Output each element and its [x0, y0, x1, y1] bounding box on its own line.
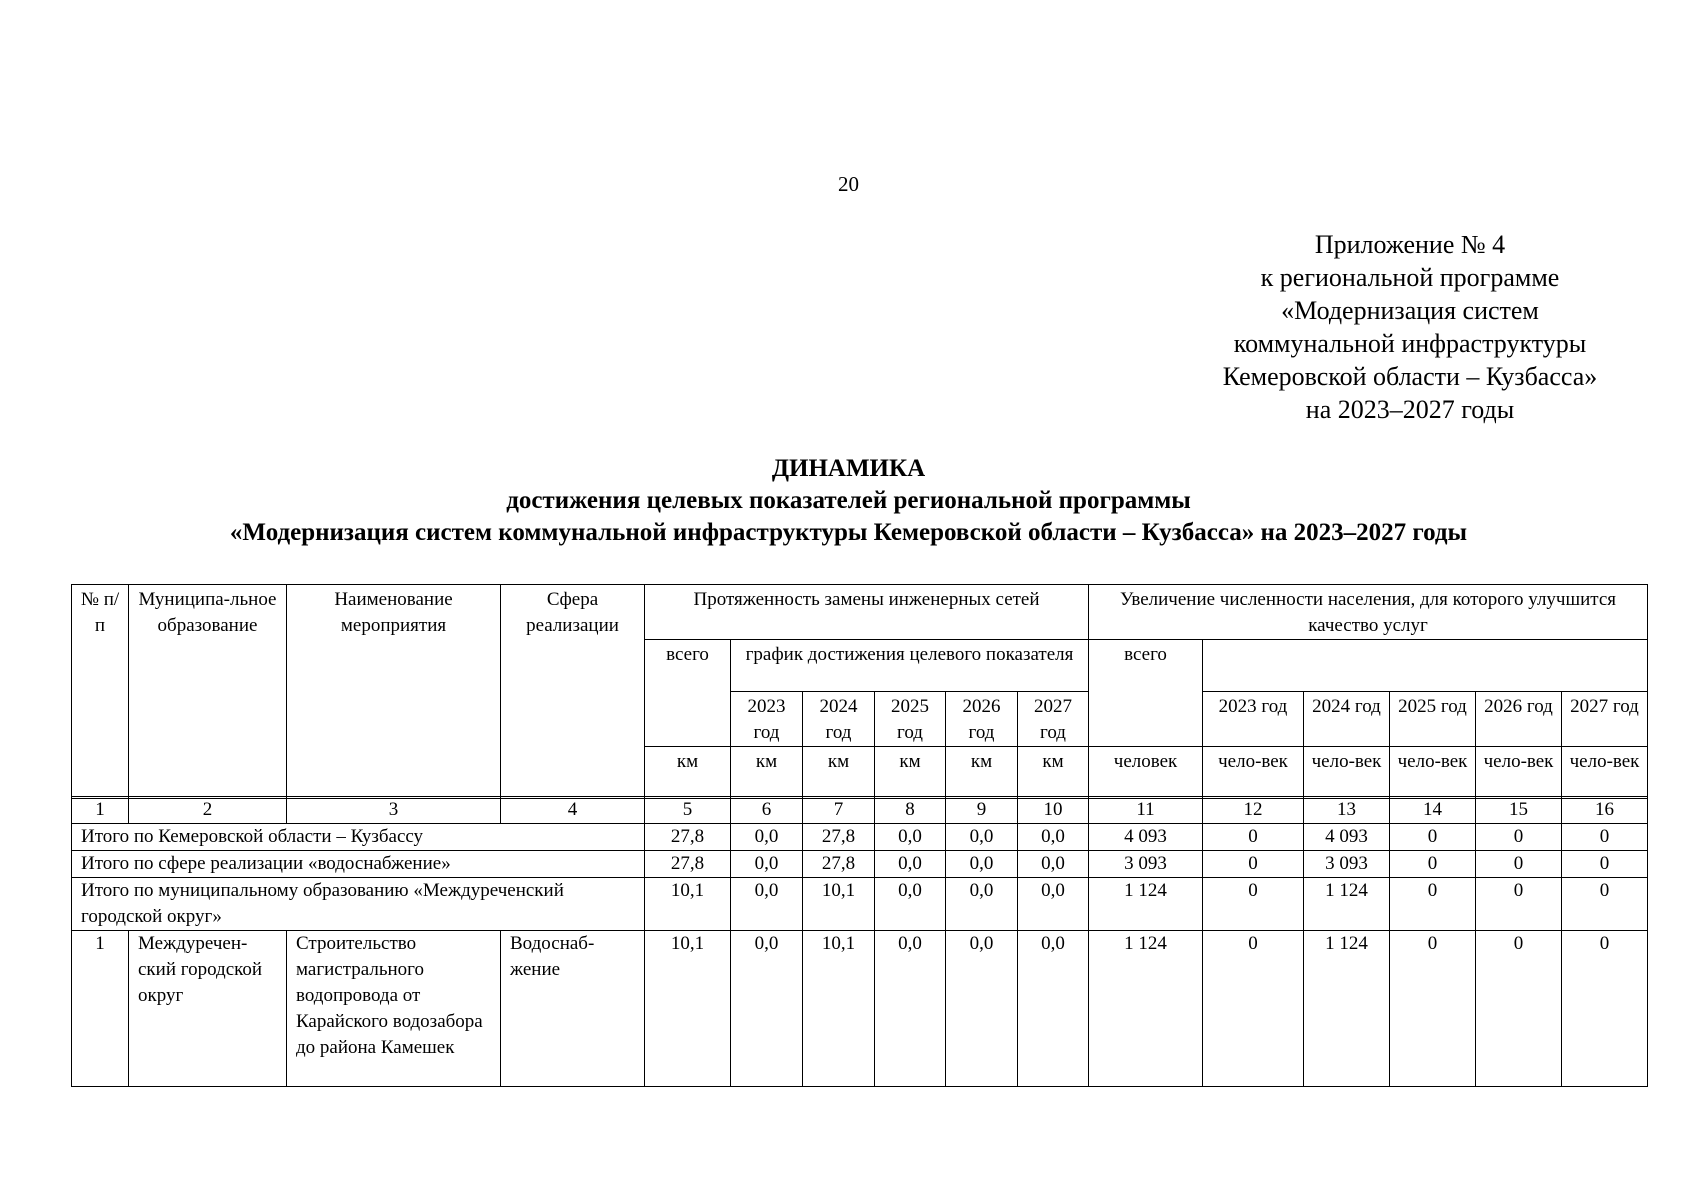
- row-label: Итого по муниципальному образованию «Междуреченский городской округ»: [72, 878, 645, 931]
- cell: 27,8: [645, 851, 731, 878]
- column-number: 7: [803, 797, 875, 824]
- cell: 3 093: [1304, 851, 1390, 878]
- appendix-line: коммунальной инфраструктуры: [1233, 329, 1587, 358]
- title-heading: ДИНАМИКА: [771, 455, 926, 482]
- cell: 0: [1476, 878, 1562, 931]
- header-year-length: 2027 год: [1018, 692, 1089, 747]
- header-length-total: всего: [645, 640, 731, 747]
- column-number: 13: [1304, 797, 1390, 824]
- unit-people-short: чело-век: [1203, 747, 1304, 799]
- cell: 0: [1203, 851, 1304, 878]
- cell: 3 093: [1089, 851, 1203, 878]
- table-row-item: [72, 931, 1648, 1087]
- unit-people-short: чело-век: [1390, 747, 1476, 799]
- cell: 1 124: [1089, 931, 1203, 1087]
- cell: 1 124: [1304, 931, 1390, 1087]
- unit-people-short: чело-век: [1304, 747, 1390, 799]
- cell: 27,8: [645, 824, 731, 851]
- cell: 27,8: [803, 824, 875, 851]
- unit-people-short: чело-век: [1476, 747, 1562, 799]
- header-year-population: 2024 год: [1304, 692, 1390, 747]
- cell: 0,0: [1018, 851, 1089, 878]
- cell: 0,0: [731, 931, 803, 1087]
- table-row: [72, 878, 1648, 931]
- header-population-group: Увеличение численности населения, для которого улучшится качество услуг: [1089, 585, 1648, 640]
- document-title: [0, 453, 1697, 549]
- title-subheading: достижения целевых показателей региональной программы: [506, 487, 1191, 514]
- cell: 0,0: [731, 878, 803, 931]
- header-sphere: Сфера реализации: [501, 585, 645, 799]
- cell: 0,0: [946, 851, 1018, 878]
- appendix-block: [1170, 228, 1650, 426]
- column-numbers-row: [72, 797, 1648, 824]
- unit-km: км: [1018, 747, 1089, 799]
- cell: 0: [1562, 851, 1648, 878]
- unit-km: км: [946, 747, 1018, 799]
- cell: 0: [1476, 931, 1562, 1087]
- column-number: 8: [875, 797, 946, 824]
- cell: 0,0: [731, 851, 803, 878]
- header-year-length: 2024 год: [803, 692, 875, 747]
- header-year-population: 2027 год: [1562, 692, 1648, 747]
- header-event: Наименование мероприятия: [287, 585, 501, 799]
- table-header: [71, 584, 1648, 799]
- cell: 0: [1562, 878, 1648, 931]
- cell: 0,0: [875, 878, 946, 931]
- header-population-schedule-empty: [1203, 640, 1648, 692]
- table-row: [72, 851, 1648, 878]
- cell: 0: [1390, 851, 1476, 878]
- header-year-population: 2025 год: [1390, 692, 1476, 747]
- cell: 4 093: [1304, 824, 1390, 851]
- column-number: 14: [1390, 797, 1476, 824]
- column-number: 11: [1089, 797, 1203, 824]
- cell: 0,0: [731, 824, 803, 851]
- appendix-line: Кемеровской области – Кузбасса»: [1222, 362, 1598, 391]
- cell: 0: [1476, 824, 1562, 851]
- cell: 0: [1476, 851, 1562, 878]
- appendix-line: Приложение № 4: [1314, 230, 1506, 259]
- cell: 0: [1203, 878, 1304, 931]
- title-program: «Модернизация систем коммунальной инфраструктуры Кемеровской области – Кузбасса» на 2023–2027 годы: [229, 519, 1468, 546]
- header-year-population: 2026 год: [1476, 692, 1562, 747]
- cell: 0: [1203, 824, 1304, 851]
- unit-km: км: [803, 747, 875, 799]
- unit-people: человек: [1089, 747, 1203, 799]
- cell: 0: [1390, 824, 1476, 851]
- column-number: 16: [1562, 797, 1648, 824]
- cell: 1 124: [1304, 878, 1390, 931]
- cell: 0: [1203, 931, 1304, 1087]
- column-number: 12: [1203, 797, 1304, 824]
- cell: 10,1: [803, 931, 875, 1087]
- header-year-length: 2026 год: [946, 692, 1018, 747]
- table-body: [71, 796, 1648, 1087]
- column-number: 5: [645, 797, 731, 824]
- column-number: 9: [946, 797, 1018, 824]
- header-population-total: всего: [1089, 640, 1203, 747]
- cell: 0,0: [1018, 878, 1089, 931]
- cell: 10,1: [645, 878, 731, 931]
- row-label: Итого по Кемеровской области – Кузбассу: [72, 824, 645, 851]
- cell: 4 093: [1089, 824, 1203, 851]
- header-num: № п/п: [72, 585, 129, 799]
- appendix-line: «Модернизация систем: [1281, 296, 1539, 325]
- unit-people-short: чело-век: [1562, 747, 1648, 799]
- item-sphere: Водоснаб-жение: [501, 931, 645, 1087]
- column-number: 2: [129, 797, 287, 824]
- header-year-length: 2023 год: [731, 692, 803, 747]
- cell: 0,0: [946, 878, 1018, 931]
- cell: 0: [1390, 878, 1476, 931]
- cell: 0: [1562, 931, 1648, 1087]
- cell: 0,0: [946, 931, 1018, 1087]
- cell: 0,0: [875, 851, 946, 878]
- cell: 0,0: [1018, 824, 1089, 851]
- header-schedule: график достижения целевого показателя: [731, 640, 1089, 692]
- header-year-population: 2023 год: [1203, 692, 1304, 747]
- column-number: 10: [1018, 797, 1089, 824]
- column-number: 6: [731, 797, 803, 824]
- column-number: 4: [501, 797, 645, 824]
- header-municipality: Муниципа-льное образование: [129, 585, 287, 799]
- unit-km: км: [645, 747, 731, 799]
- cell: 10,1: [803, 878, 875, 931]
- row-label: Итого по сфере реализации «водоснабжение»: [72, 851, 645, 878]
- cell: 0,0: [875, 931, 946, 1087]
- cell: 10,1: [645, 931, 731, 1087]
- cell: 1 124: [1089, 878, 1203, 931]
- cell: 0,0: [875, 824, 946, 851]
- item-num: 1: [72, 931, 129, 1087]
- cell: 0,0: [1018, 931, 1089, 1087]
- item-event: Строительство магистрального водопровода от Карайского водозабора до района Камешек: [287, 931, 501, 1087]
- unit-km: км: [875, 747, 946, 799]
- cell: 0: [1562, 824, 1648, 851]
- cell: 0: [1390, 931, 1476, 1087]
- cell: 27,8: [803, 851, 875, 878]
- column-number: 3: [287, 797, 501, 824]
- page-number: 20: [838, 172, 859, 196]
- column-number: 1: [72, 797, 129, 824]
- appendix-line: на 2023–2027 годы: [1305, 395, 1515, 424]
- header-year-length: 2025 год: [875, 692, 946, 747]
- unit-km: км: [731, 747, 803, 799]
- cell: 0,0: [946, 824, 1018, 851]
- item-municipality: Междуречен-ский городской округ: [129, 931, 287, 1087]
- column-number: 15: [1476, 797, 1562, 824]
- header-length-group: Протяженность замены инженерных сетей: [645, 585, 1089, 640]
- appendix-line: к региональной программе: [1260, 263, 1560, 292]
- table-row: [72, 824, 1648, 851]
